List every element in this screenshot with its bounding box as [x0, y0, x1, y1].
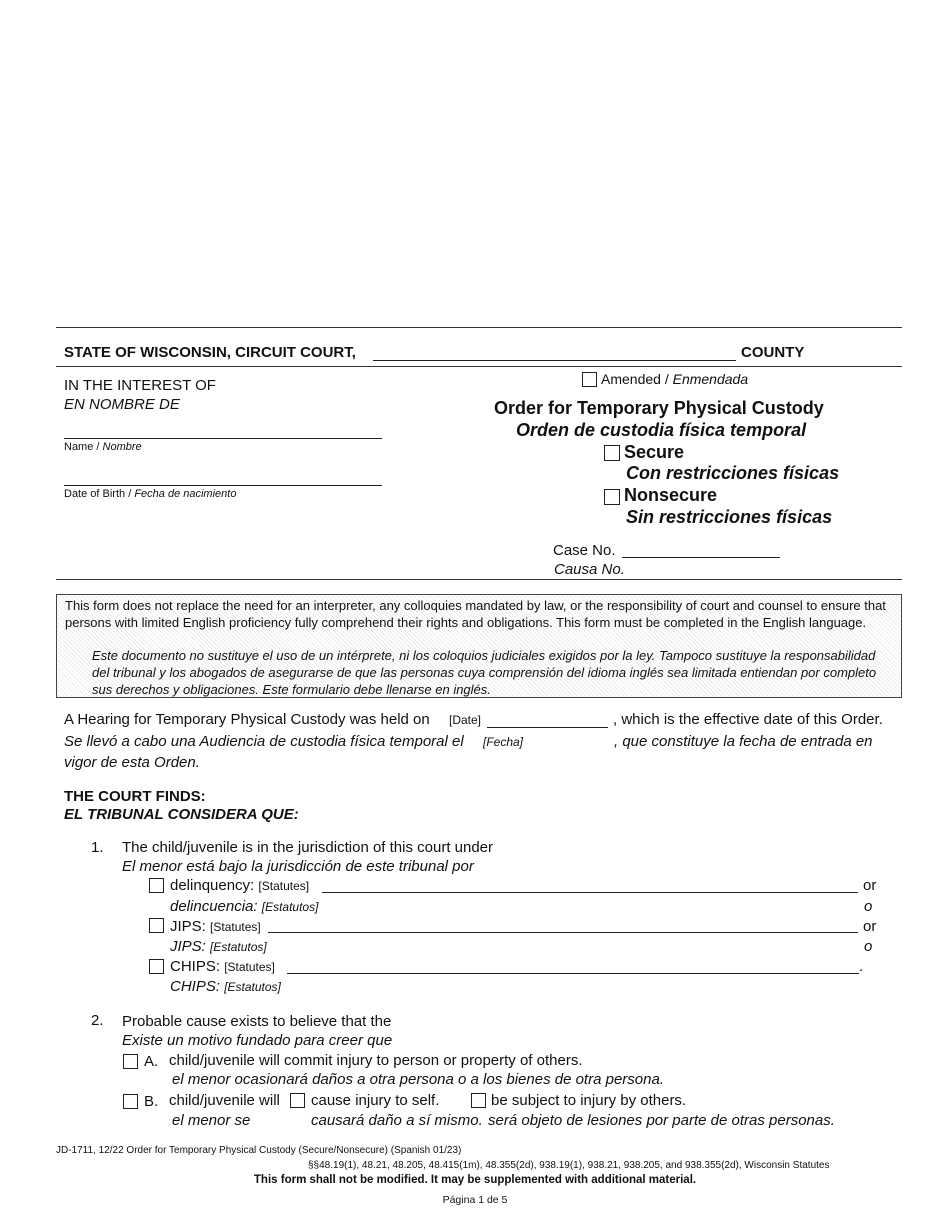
chips-checkbox[interactable]	[149, 959, 164, 974]
jips-or: or	[863, 918, 877, 935]
hearing-en-suffix: , which is the effective date of this Order.	[613, 711, 883, 728]
form-title: Order for Temporary Physical Custody	[494, 398, 824, 418]
nonsecure-checkbox[interactable]	[604, 489, 620, 505]
hearing-en-prefix: A Hearing for Temporary Physical Custody was held on	[64, 711, 430, 728]
case-no-label-es: Causa No.	[554, 561, 625, 578]
hearing-es-prefix: Se llevó a cabo una Audiencia de custodia física temporal el	[64, 733, 464, 750]
item2-a-text: child/juvenile will commit injury to person or property of others.	[169, 1052, 583, 1069]
name-label: Name / Nombre	[64, 441, 142, 453]
page-number: Página 1 de 5	[442, 1194, 508, 1206]
county-field[interactable]	[373, 360, 736, 361]
item2-b-opt1-es: causará daño a sí mismo.	[311, 1112, 483, 1129]
chips-statutes-field[interactable]	[287, 973, 859, 974]
footer-statutes: §§48.19(1), 48.21, 48.205, 48.415(1m), 48.355(2d), 938.19(1), 938.21, 938.205, and 938.355(2d), Wisconsin Statutes	[308, 1160, 830, 1171]
nonsecure-label-es: Sin restricciones físicas	[626, 507, 833, 527]
jips-statutes-field[interactable]	[268, 932, 858, 933]
jips-label: JIPS: [Statutes]	[170, 918, 261, 935]
findings-heading-es: EL TRIBUNAL CONSIDERA QUE:	[64, 806, 299, 823]
item2-a-checkbox[interactable]	[123, 1054, 138, 1069]
item2-b-self-checkbox[interactable]	[290, 1093, 305, 1108]
delinquency-checkbox[interactable]	[149, 878, 164, 893]
item2-b-checkbox[interactable]	[123, 1094, 138, 1109]
delinquency-label-es: delincuencia: [Estatutos]	[170, 898, 319, 915]
delinquency-or: or	[863, 877, 877, 894]
item2-number: 2.	[91, 1012, 104, 1029]
notice-spanish: Este documento no sustituye el uso de un intérprete, ni los coloquios judiciales exigidos por la ley. Tampoco sustituye la responsabilidad del tribunal y los abogados de asegurarse de que las personas cuya comprensión del idioma inglés sea limitada entiendan por completo sus derechos y obligaciones. Este formulario debe llenarse en inglés.	[92, 648, 877, 697]
item2-text-es: Existe un motivo fundado para creer que	[122, 1032, 393, 1049]
chips-label-es: CHIPS: [Estatutos]	[170, 978, 281, 995]
item2-b-text-es: el menor se	[172, 1112, 251, 1129]
notice-english: This form does not replace the need for an interpreter, any colloquies mandated by law, or the responsibility of court and counsel to ensure that persons with limited English proficiency fully comprehend their rights and obligations. This form must be completed in the English language.	[65, 598, 886, 630]
item2-text: Probable cause exists to believe that the	[122, 1013, 392, 1030]
chips-period: .	[859, 958, 864, 975]
court-line: STATE OF WISCONSIN, CIRCUIT COURT,	[64, 344, 356, 361]
hearing-date-field[interactable]	[487, 727, 608, 728]
secure-checkbox[interactable]	[604, 445, 620, 461]
amended-label: Amended / Enmendada	[601, 371, 749, 387]
case-no-field[interactable]	[622, 557, 780, 558]
findings-heading: THE COURT FINDS:	[64, 788, 206, 805]
name-field[interactable]	[64, 438, 382, 439]
caption-rule	[56, 579, 902, 580]
item1-number: 1.	[91, 839, 104, 856]
jips-label-es: JIPS: [Estatutos]	[170, 938, 267, 955]
item2-b-others-checkbox[interactable]	[471, 1093, 486, 1108]
hearing-date-label-es: [Fecha]	[483, 735, 524, 749]
delinquency-or-es: o	[864, 898, 873, 915]
form-title-es: Orden de custodia física temporal	[516, 420, 807, 440]
item2-b-text: child/juvenile will	[169, 1092, 280, 1109]
delinquency-statutes-field[interactable]	[322, 892, 858, 893]
delinquency-label: delinquency: [Statutes]	[170, 877, 310, 894]
case-no-label: Case No.	[553, 542, 616, 559]
item2-a-label: A.	[144, 1053, 159, 1070]
hearing-es-line2: vigor de esta Orden.	[64, 754, 200, 771]
dob-field[interactable]	[64, 485, 382, 486]
jips-or-es: o	[864, 938, 873, 955]
nonsecure-label: Nonsecure	[624, 485, 718, 505]
item2-b-label: B.	[144, 1093, 159, 1110]
footer-notice: This form shall not be modified. It may be supplemented with additional material.	[253, 1174, 697, 1186]
secure-label: Secure	[624, 442, 685, 462]
item1-text: The child/juvenile is in the jurisdiction of this court under	[122, 839, 494, 856]
jips-checkbox[interactable]	[149, 918, 164, 933]
interest-of-es: EN NOMBRE DE	[64, 396, 180, 413]
amended-checkbox[interactable]	[582, 372, 597, 387]
county-label: COUNTY	[741, 344, 805, 361]
item1-text-es: El menor está bajo la jurisdicción de este tribunal por	[122, 858, 474, 875]
header-rule	[56, 366, 902, 367]
hearing-date-label: [Date]	[449, 713, 482, 727]
item2-a-text-es: el menor ocasionará daños a otra persona o a los bienes de otra persona.	[172, 1071, 664, 1088]
chips-label: CHIPS: [Statutes]	[170, 958, 275, 975]
hearing-es-suffix: , que constituye la fecha de entrada en	[614, 733, 873, 750]
secure-label-es: Con restricciones físicas	[626, 463, 840, 483]
interest-of: IN THE INTEREST OF	[64, 377, 216, 394]
item2-b-opt2-es: será objeto de lesiones por parte de otras personas.	[488, 1112, 835, 1129]
item2-b-opt2: be subject to injury by others.	[491, 1092, 687, 1109]
interpreter-notice	[56, 594, 902, 698]
footer-form-id: JD-1711, 12/22 Order for Temporary Physical Custody (Secure/Nonsecure) (Spanish 01/23)	[56, 1145, 462, 1156]
item2-b-opt1: cause injury to self.	[311, 1092, 440, 1109]
top-rule	[56, 327, 902, 328]
dob-label: Date of Birth / Fecha de nacimiento	[64, 488, 237, 500]
